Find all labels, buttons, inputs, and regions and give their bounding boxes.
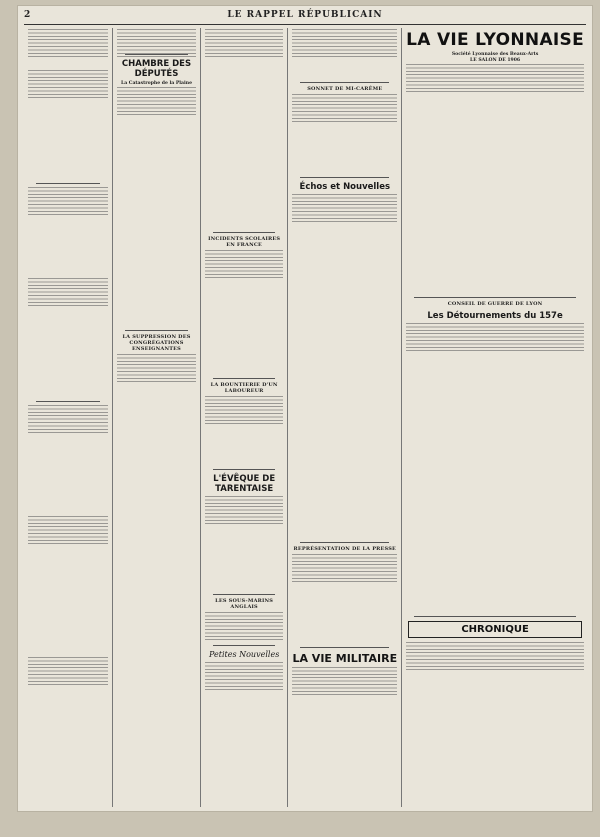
article-text bbox=[205, 29, 284, 229]
divider bbox=[213, 594, 276, 595]
article-text bbox=[205, 496, 284, 591]
article-text bbox=[205, 250, 284, 375]
heading-boulangerie: LA BOUNTIERIE D'UN LABOUREUR bbox=[210, 382, 278, 394]
divider bbox=[213, 469, 276, 470]
heading-conseil-guerre: CONSEIL DE GUERRE DE LYON bbox=[447, 301, 543, 307]
article-text bbox=[292, 194, 397, 539]
newspaper-page bbox=[18, 6, 592, 811]
page-number: 2 bbox=[24, 10, 32, 20]
heading-congregations: LA SUPPRESSION DES CONGRÉGATIONS ENSEIGNANTES bbox=[122, 334, 191, 352]
article-text bbox=[28, 187, 108, 277]
divider bbox=[36, 401, 100, 402]
article-text bbox=[205, 396, 284, 466]
heading-vie-militaire: LA VIE MILITAIRE bbox=[292, 652, 398, 665]
article-text bbox=[406, 64, 584, 294]
article-text bbox=[406, 642, 584, 702]
article-text bbox=[205, 662, 284, 822]
heading-sous-marins: LES SOUS-MARINS ANGLAIS bbox=[215, 598, 274, 610]
divider bbox=[300, 647, 389, 648]
article-text bbox=[205, 612, 284, 642]
divider bbox=[213, 645, 276, 646]
divider bbox=[36, 183, 100, 184]
heading-petites-nouvelles: Petites Nouvelles bbox=[208, 650, 280, 659]
heading-eveque: L'ÉVÊQUE DE TARENTAISE bbox=[213, 474, 276, 494]
divider bbox=[213, 378, 276, 379]
newspaper-title: LE RAPPEL RÉPUBLICAIN bbox=[227, 10, 383, 20]
column-2 bbox=[113, 28, 201, 807]
article-text bbox=[28, 70, 108, 180]
heading-sonnet: SONNET DE MI-CARÊME bbox=[307, 86, 383, 92]
divider bbox=[300, 177, 389, 178]
masthead bbox=[24, 10, 586, 25]
column-3 bbox=[201, 28, 289, 807]
article-text bbox=[28, 278, 108, 398]
column-4 bbox=[288, 28, 402, 807]
article-text bbox=[117, 354, 196, 744]
subheading-beaux-arts: Société Lyonnaise des Beaux-Arts bbox=[451, 52, 539, 57]
article-text bbox=[28, 29, 108, 69]
subheading-catastrophe: La Catastrophe de la Plaine bbox=[120, 81, 193, 86]
column-1 bbox=[24, 28, 113, 807]
article-text bbox=[117, 87, 196, 327]
divider bbox=[213, 232, 276, 233]
heading-echos: Échos et Nouvelles bbox=[299, 182, 391, 192]
article-text bbox=[28, 657, 108, 777]
divider bbox=[300, 82, 389, 83]
heading-detournements: Les Détournements du 157e bbox=[427, 311, 563, 321]
heading-chamber: CHAMBRE DES DÉPUTÉS bbox=[121, 59, 192, 79]
divider bbox=[125, 330, 188, 331]
divider bbox=[414, 297, 576, 298]
heading-vie-lyonnaise: LA VIE LYONNAISE bbox=[406, 30, 584, 50]
article-text bbox=[406, 323, 584, 613]
article-text bbox=[292, 94, 397, 174]
divider bbox=[300, 542, 389, 543]
column-5 bbox=[402, 28, 588, 807]
heading-chronique: CHRONIQUE bbox=[408, 621, 582, 638]
subheading-salon: LE SALON DE 1906 bbox=[470, 58, 521, 63]
article-text bbox=[292, 29, 397, 79]
article-text bbox=[117, 29, 196, 51]
article-text bbox=[28, 516, 108, 656]
article-columns bbox=[24, 28, 588, 807]
article-text bbox=[292, 554, 397, 644]
heading-incidents: INCIDENTS SCOLAIRES EN FRANCE bbox=[208, 236, 281, 248]
article-text bbox=[28, 405, 108, 515]
divider bbox=[414, 616, 576, 617]
article-text bbox=[292, 667, 397, 837]
heading-representation: REPRÉSENTATION DE LA PRESSE bbox=[293, 546, 397, 552]
